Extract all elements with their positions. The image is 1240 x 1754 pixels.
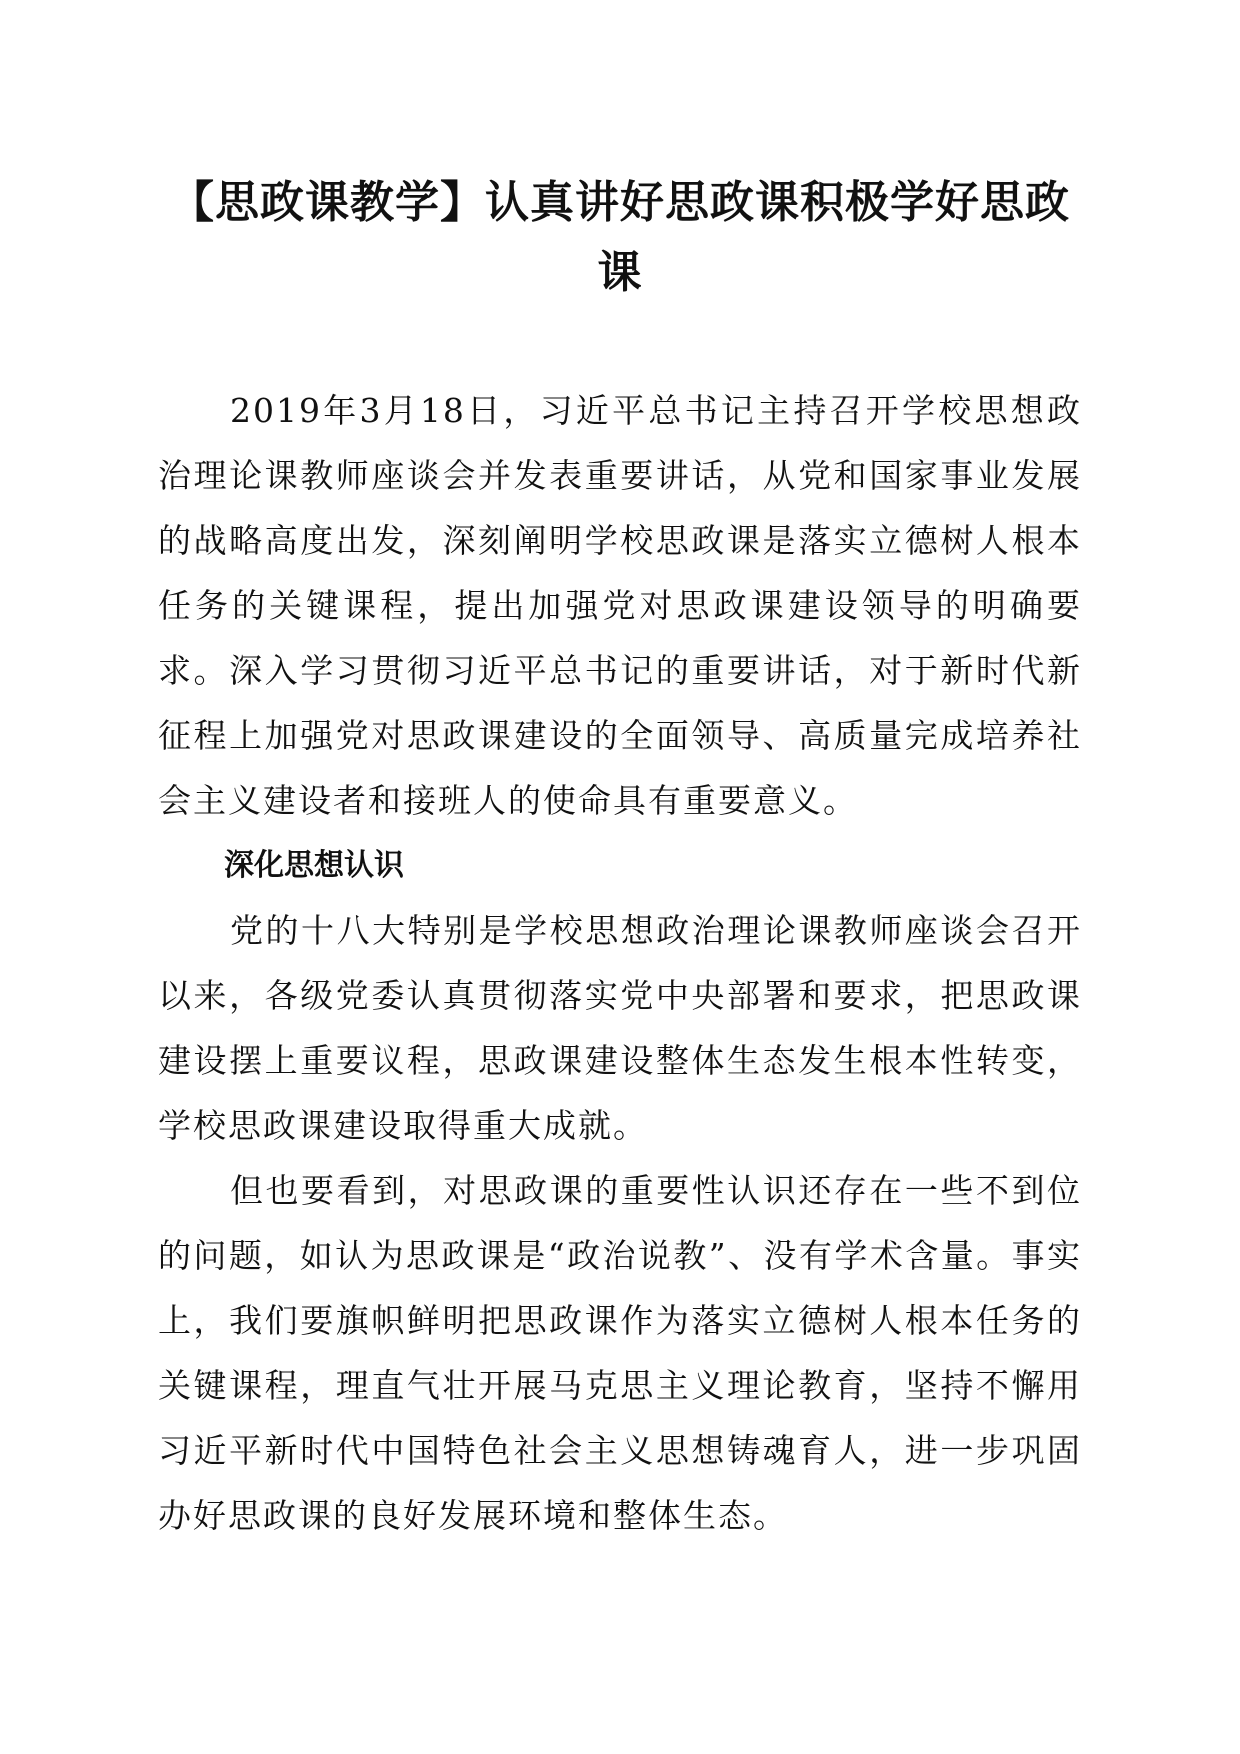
paragraph-achievements: 党的十八大特别是学校思想政治理论课教师座谈会召开以来，各级党委认真贯彻落实党中央部署和要求，把思政课建设摆上重要议程，思政课建设整体生态发生根本性转变，学校思政课建设取得重大成就。 — [158, 911, 1082, 1145]
paragraph-problems: 但也要看到，对思政课的重要性认识还存在一些不到位的问题，如认为思政课是“政治说教”、没有学术含量。事实上，我们要旗帜鲜明把思政课作为落实立德树人根本任务的关键课程，理直气壮开展马克思主义理论教育，坚持不懈用习近平新时代中国特色社会主义思想铸魂育人，进一步巩固办好思政课的良好发展环境和整体生态。 — [158, 1171, 1082, 1535]
paragraph-intro: 2019年3月18日，习近平总书记主持召开学校思想政治理论课教师座谈会并发表重要讲话，从党和国家事业发展的战略高度出发，深刻阐明学校思政课是落实立德树人根本任务的关键课程，提出加强党对思政课建设领导的明确要求。深入学习贯彻习近平总书记的重要讲话，对于新时代新征程上加强党对思政课建设的全面领导、高质量完成培养社会主义建设者和接班人的使命具有重要意义。 — [158, 391, 1082, 820]
section-heading: 深化思想认识 — [224, 848, 404, 883]
document-body — [158, 378, 1082, 1548]
document-title: 【思政课教学】认真讲好思政课积极学好思政课 — [170, 177, 1070, 298]
